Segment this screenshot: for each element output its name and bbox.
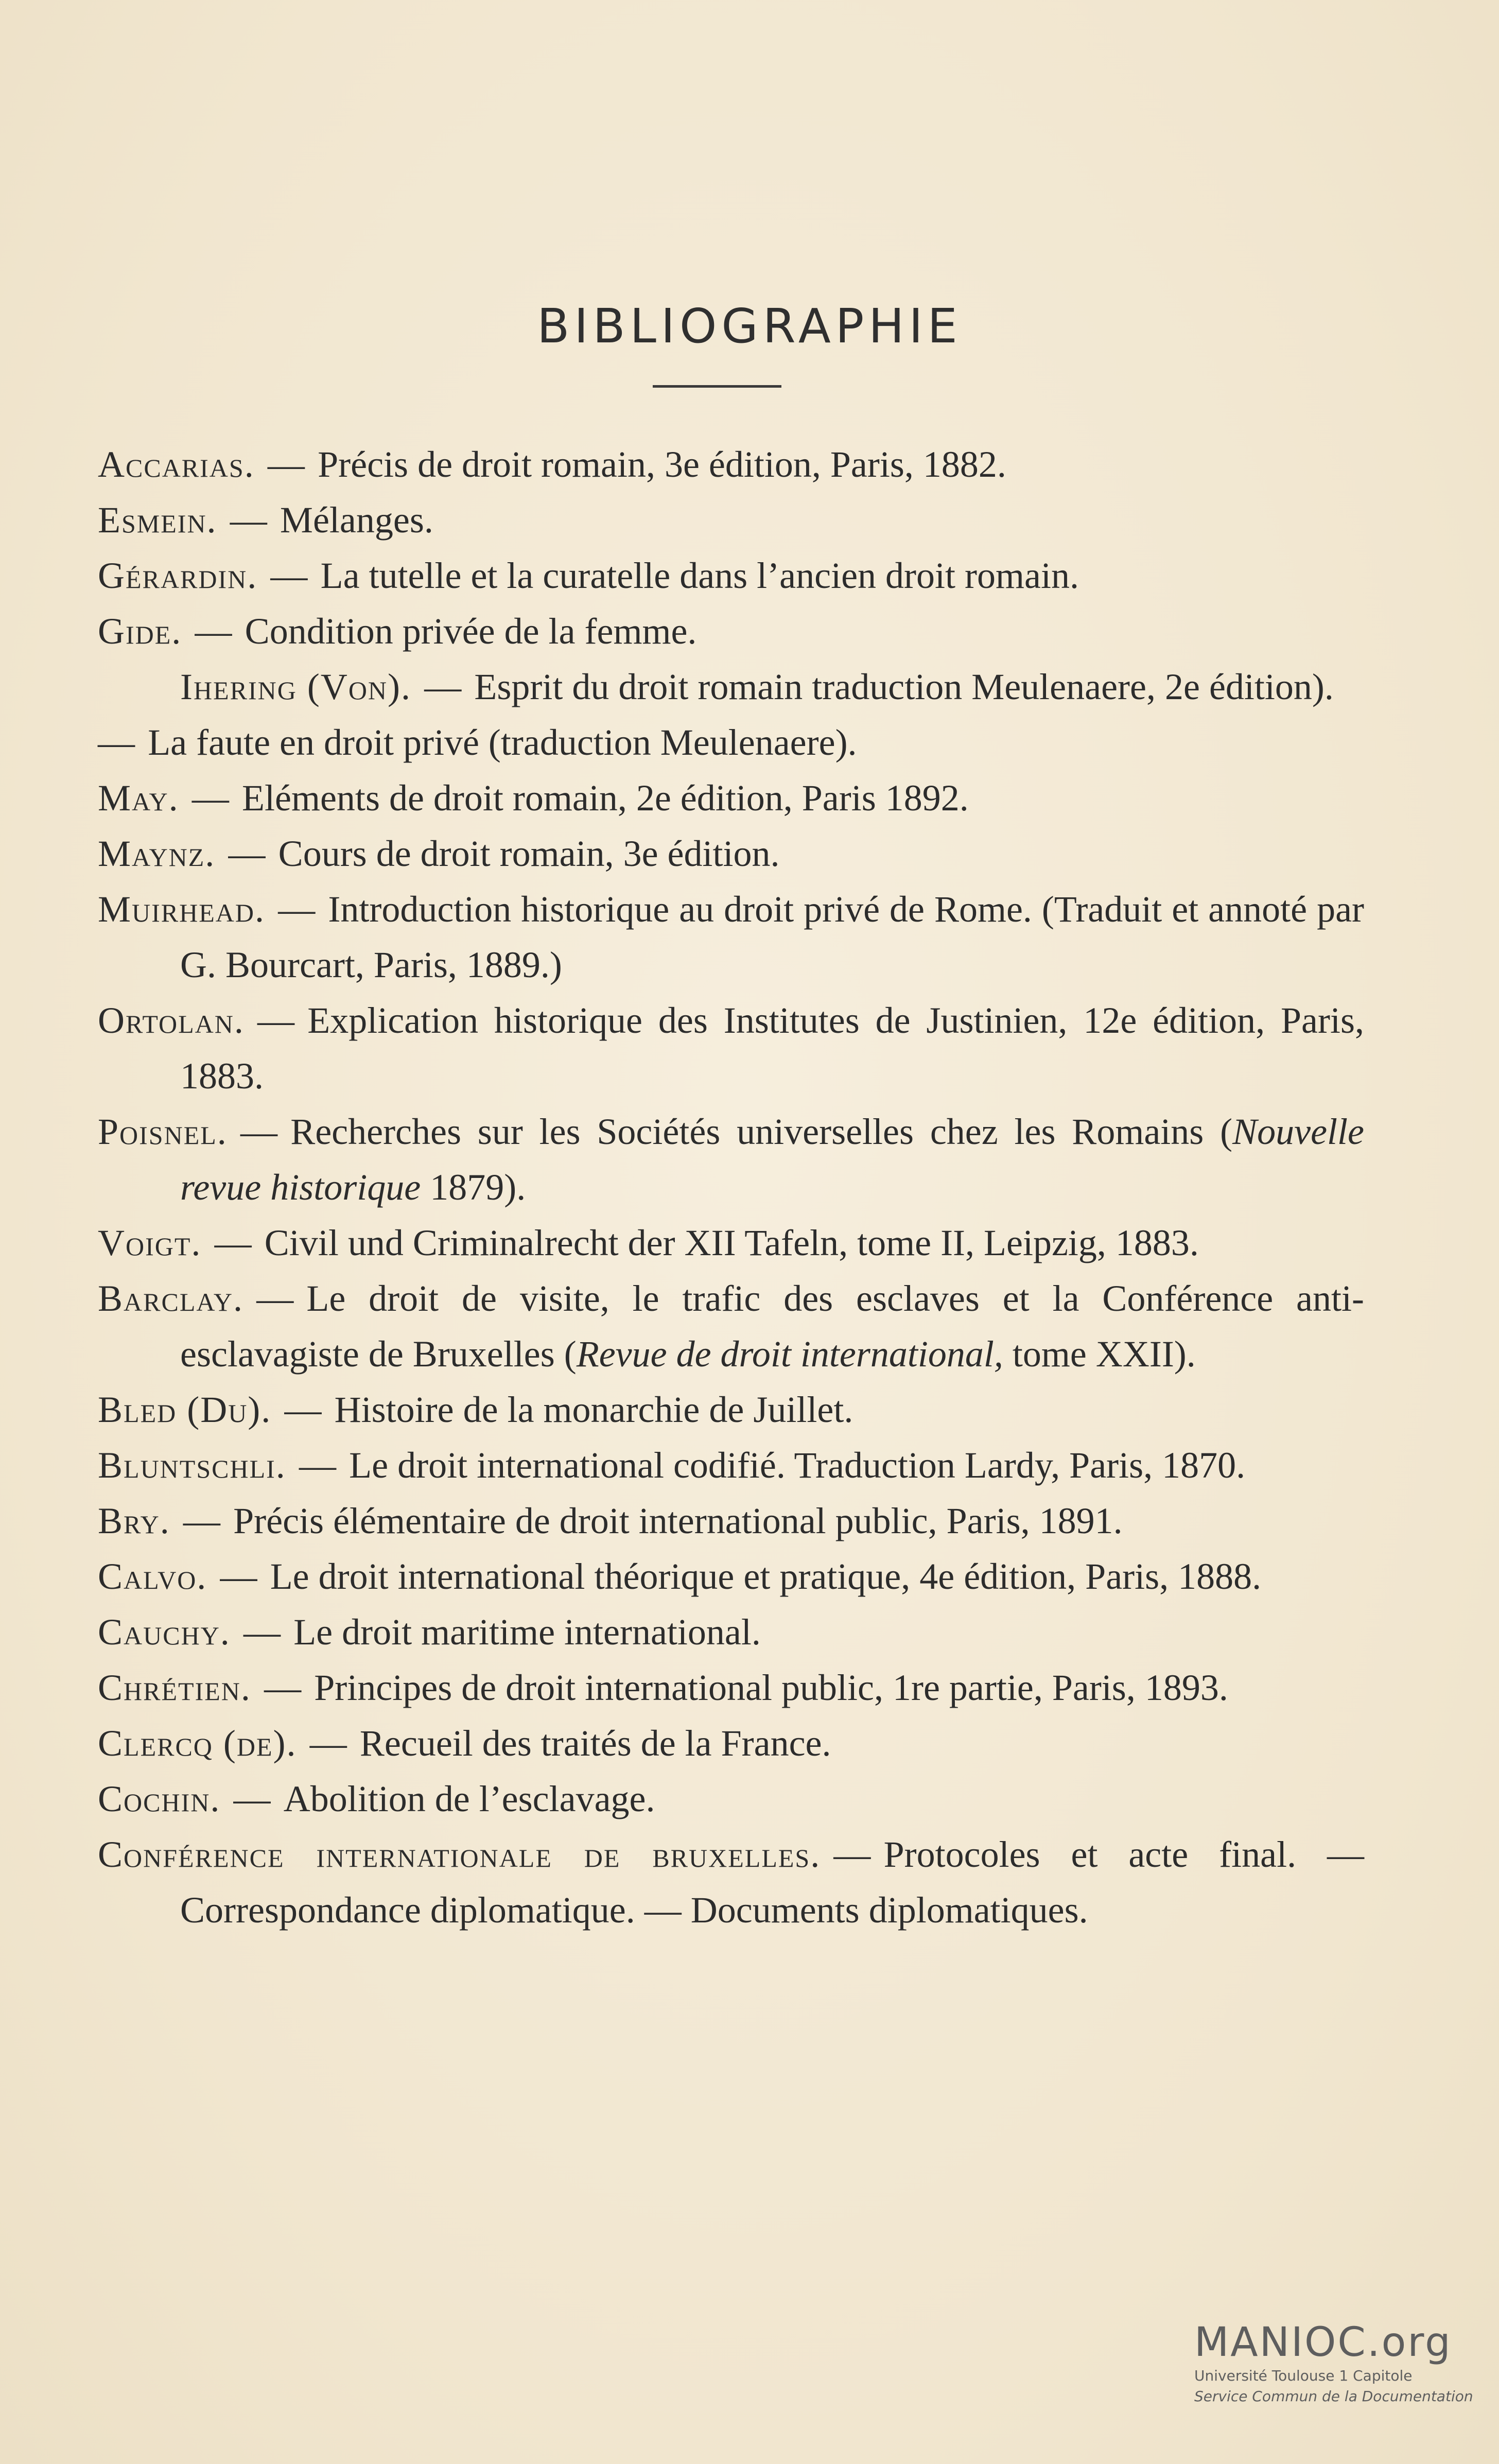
entry-dash: — (240, 1111, 277, 1152)
page-title: BIBLIOGRAPHIE (537, 299, 962, 354)
entry-author: Clercq (de). (98, 1723, 297, 1764)
entry-chretien (98, 1660, 1364, 1715)
entry-voigt (98, 1215, 1364, 1271)
entry-author: Calvo. (98, 1556, 207, 1597)
entry-cauchy (98, 1604, 1364, 1660)
entry-text: Précis de droit romain, 3e édition, Paris, 1882. (318, 444, 1006, 485)
manioc-service: Service Commun de la Documentation (1194, 2388, 1473, 2405)
entry-dash: — (183, 1500, 220, 1541)
entry-dash: — (191, 777, 229, 819)
entry-author: Ortolan. (98, 1000, 245, 1041)
entry-author: May. (98, 777, 179, 819)
entry-author: Cochin. (98, 1778, 221, 1819)
entry-calvo (98, 1549, 1364, 1604)
entry-barclay (98, 1271, 1364, 1382)
entry-text: Mélanges. (280, 499, 433, 541)
entry-maynz (98, 826, 1364, 881)
entry-dash: — (284, 1389, 322, 1430)
entry-dash: — (233, 1778, 271, 1819)
entry-text: Précis élémentaire de droit international public, Paris, 1891. (233, 1500, 1123, 1541)
entry-text: Histoire de la monarchie de Juillet. (334, 1389, 853, 1430)
entry-author: Barclay. (98, 1278, 243, 1319)
entry-text: Abolition de l’esclavage. (283, 1778, 655, 1819)
entry-dash: — (278, 889, 316, 930)
title-rule (653, 385, 781, 388)
entry-text: Le droit international codifié. Traduction Lardy, Paris, 1870. (349, 1445, 1246, 1486)
entry-text: Eléments de droit romain, 2e édition, Paris 1892. (242, 777, 969, 819)
entry-text: Le droit international théorique et pratique, 4e édition, Paris, 1888. (270, 1556, 1262, 1597)
entry-text: Civil und Criminalrecht der XII Tafeln, tome II, Leipzig, 1883. (264, 1222, 1199, 1263)
entry-ihering-faute (98, 715, 1364, 770)
entry-dash: — (299, 1445, 336, 1486)
entry-gerardin (98, 548, 1364, 603)
entry-text: Explication historique des Institutes de Justinien, 12e édition, Paris, 1883. (180, 1000, 1364, 1097)
entry-text: Principes de droit international public, 1re partie, Paris, 1893. (314, 1667, 1228, 1708)
entry-dash: — (228, 833, 266, 874)
entry-author: Accarias. (98, 444, 255, 485)
entry-clercq (98, 1715, 1364, 1771)
entry-journal: Revue de droit international, (576, 1333, 1003, 1375)
entry-dash: — (243, 1611, 281, 1653)
entry-author: Ihering (Von). (180, 666, 412, 707)
entry-esmein (98, 492, 1364, 548)
entry-text: La tutelle et la curatelle dans l’ancien droit romain. (320, 555, 1079, 596)
entry-poisnel (98, 1104, 1364, 1215)
entry-dash: — (264, 1667, 302, 1708)
entry-dash: — (256, 1278, 294, 1319)
entry-dash: — (833, 1834, 871, 1875)
entry-accarias (98, 437, 1364, 492)
entry-dash: — (195, 611, 232, 652)
entry-author: Poisnel. (98, 1111, 228, 1152)
entry-text: Le droit maritime international. (293, 1611, 761, 1653)
entry-text: Cours de droit romain, 3e édition. (278, 833, 780, 874)
entry-author: Conférence internationale de bruxelles. (98, 1834, 821, 1875)
entry-author: Maynz. (98, 833, 216, 874)
entry-bluntschli (98, 1437, 1364, 1493)
entry-author: Chrétien. (98, 1667, 251, 1708)
manioc-university: Université Toulouse 1 Capitole (1194, 2367, 1413, 2384)
entry-author: Gide. (98, 611, 182, 652)
entry-author: Cauchy. (98, 1611, 231, 1653)
entry-cochin (98, 1771, 1364, 1827)
manioc-logo: MANIOC.org (1194, 2319, 1452, 2366)
entry-text: Introduction historique au droit privé de Rome. (Traduit et annoté par G. Bourcart, Paris, 1889.) (180, 889, 1364, 985)
entry-author: Bry. (98, 1500, 170, 1541)
entry-dash: — (214, 1222, 252, 1263)
entry-journal: Nouvelle revue historique (180, 1111, 1364, 1208)
entry-dash: — (98, 722, 135, 763)
bibliography-list (98, 437, 1364, 1938)
entry-author: Bluntschli. (98, 1445, 286, 1486)
entry-dash: — (267, 444, 305, 485)
entry-text: Recherches sur les Sociétés universelles chez les Romains ( (290, 1111, 1233, 1152)
entry-text: Recueil des traités de la France. (359, 1723, 831, 1764)
entry-text: La faute en droit privé (traduction Meulenaere). (148, 722, 857, 763)
entry-conference (98, 1827, 1364, 1938)
entry-author: Gérardin. (98, 555, 258, 596)
entry-text: Condition privée de la femme. (245, 611, 697, 652)
entry-text: Esprit du droit romain traduction Meulenaere, 2e édition). (474, 666, 1334, 707)
entry-author: Bled (Du). (98, 1389, 272, 1430)
entry-text: Protocoles et acte final. — Correspondance diplomatique. — Documents diplomatiques. (180, 1834, 1364, 1931)
entry-author: Esmein. (98, 499, 217, 541)
entry-bry (98, 1493, 1364, 1549)
entry-ihering (180, 659, 1364, 715)
manioc-watermark (1194, 2319, 1483, 2407)
entry-dash: — (309, 1723, 347, 1764)
entry-ortolan (98, 993, 1364, 1104)
entry-gide (98, 603, 1364, 659)
entry-text-tail: tome XXII). (1003, 1333, 1196, 1375)
entry-dash: — (220, 1556, 257, 1597)
entry-may (98, 770, 1364, 826)
entry-dash: — (270, 555, 308, 596)
entry-dash: — (424, 666, 462, 707)
entry-bled (98, 1382, 1364, 1437)
entry-author: Muirhead. (98, 889, 265, 930)
entry-author: Voigt. (98, 1222, 202, 1263)
entry-dash: — (230, 499, 267, 541)
entry-text-tail: 1879). (421, 1167, 526, 1208)
entry-muirhead (98, 881, 1364, 993)
entry-text: Le droit de visite, le trafic des esclaves et la Conférence anti-esclavagiste de Bruxelles ( (180, 1278, 1364, 1375)
entry-dash: — (257, 1000, 295, 1041)
